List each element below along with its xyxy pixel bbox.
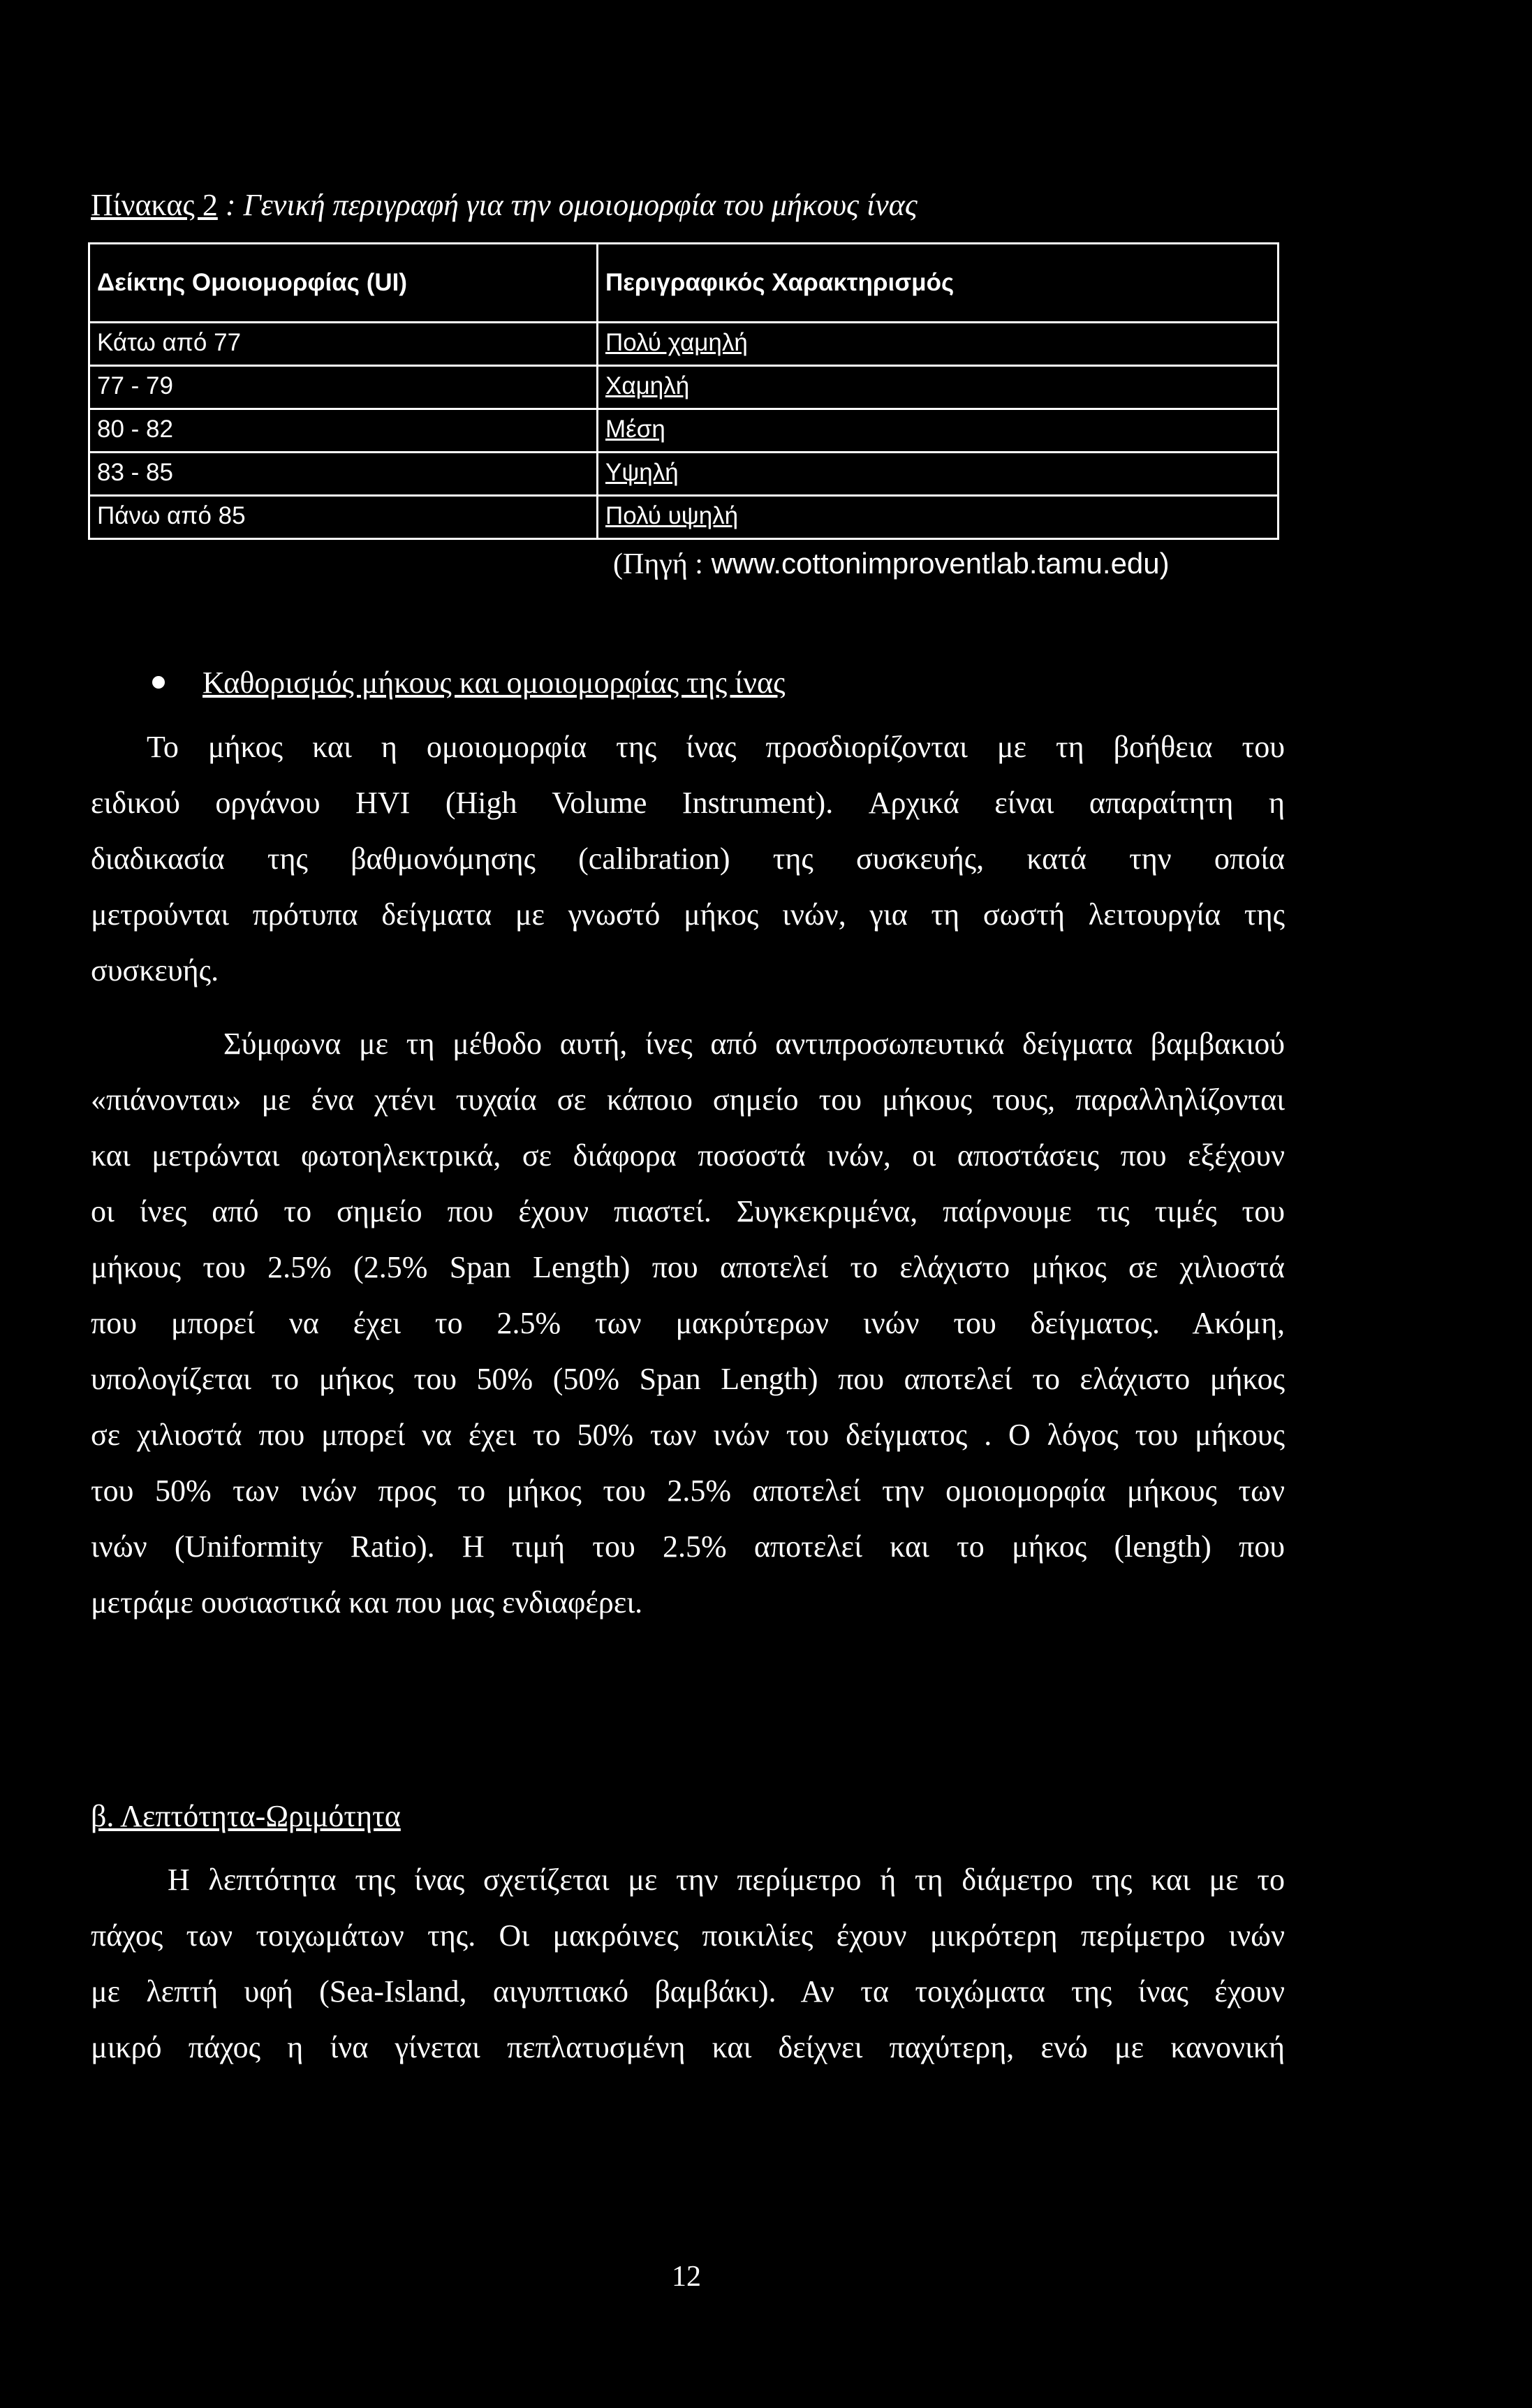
page-number: 12 bbox=[672, 2261, 701, 2293]
table-cell-description: Μέση bbox=[598, 409, 1279, 453]
source-prefix: (Πηγή : bbox=[613, 548, 703, 580]
table-cell-range: 83 - 85 bbox=[89, 453, 598, 496]
paragraph-fineness: Η λεπτότητα της ίνας σχετίζεται με την περίμετρο ή τη διάμετρο της και με το πάχος των τοιχωμάτων της. Οι μακρόινες ποικιλίες έχουν μικρότερη περίμετρο ινών με λεπτή υφή (Sea-Island, αιγυπτιακό βαμβάκι). Αν τα τοιχώματα της ίνας έχουν μικρό πάχος η ίνα γίνεται πεπλατυσμένη και δείχνει παχύτερη, ενώ με κανονική bbox=[91, 1863, 1285, 2064]
paragraph-length-intro: Το μήκος και η ομοιομορφία της ίνας προσδιορίζονται με τη βοήθεια του ειδικού οργάνου HVI (High Volume Instrument). Αρχικά είναι απαραίτητη η διαδικασία της βαθμονόμησης (calibration) της συσκευής, κατά την οποία μετρούνται πρότυπα δείγματα με γνωστό μήκος ινών, για τη σωστή λειτουργία της συσκευής. bbox=[91, 730, 1285, 988]
table-label: Πίνακας 2 bbox=[91, 188, 218, 222]
table-row bbox=[89, 453, 1279, 496]
source-url: www.cottonimproventlab.tamu.edu) bbox=[702, 547, 1170, 580]
bullet-icon bbox=[152, 676, 165, 689]
table-title: : Γενική περιγραφή για την ομοιομορφία του μήκους ίνας bbox=[217, 188, 918, 222]
table-caption bbox=[91, 187, 918, 223]
paragraph-method: Σύμφωνα με τη μέθοδο αυτή, ίνες από αντιπροσωπευτικά δείγματα βαμβακιού «πιάνονται» με ένα χτένι τυχαία σε κάποιο σημείο του μήκους τους, παραλληλίζονται και μετρώνται φωτοηλεκτρικά, σε διάφορα ποσοστά ινών, οι αποστάσεις που εξέχουν οι ίνες από το σημείο που έχουν πιαστεί. Συγκεκριμένα, παίρνουμε τις τιμές του μήκους του 2.5% (2.5% Span Length) που αποτελεί το ελάχιστο μήκος σε χιλιοστά που μπορεί να έχει το 2.5% των μακρύτερων ινών του δείγματος. Ακόμη, υπολογίζεται το μήκος του 50% (50% Span Length) που αποτελεί το ελάχιστο μήκος σε χιλιοστά που μπορεί να έχει το 50% των ινών του δείγματος . Ο λόγος του μήκους του 50% των ινών προς το μήκος του 2.5% αποτελεί την ομοιομορφία μήκους των ινών (Uniformity Ratio). Η τιμή του 2.5% αποτελεί και το μήκος (length) που μετράμε ουσιαστικά και που μας ενδιαφέρει. bbox=[91, 1027, 1285, 1620]
table-cell-description: Χαμηλή bbox=[598, 366, 1279, 409]
header-description: Περιγραφικός Χαρακτηρισμός bbox=[598, 244, 1279, 323]
table-cell-range: 77 - 79 bbox=[89, 366, 598, 409]
table-row bbox=[89, 366, 1279, 409]
table-cell-description: Υψηλή bbox=[598, 453, 1279, 496]
table-cell-range: Πάνω από 85 bbox=[89, 496, 598, 539]
uniformity-table bbox=[88, 242, 1279, 540]
table-cell-description: Πολύ υψηλή bbox=[598, 496, 1279, 539]
section-heading-fineness: β. Λεπτότητα-Ωριμότητα bbox=[91, 1799, 401, 1833]
table-source bbox=[613, 547, 1170, 581]
table-cell-range: 80 - 82 bbox=[89, 409, 598, 453]
table-cell-description: Πολύ χαμηλή bbox=[598, 323, 1279, 366]
table-header-row bbox=[89, 244, 1279, 323]
table-cell-range: Κάτω από 77 bbox=[89, 323, 598, 366]
header-uniformity-index: Δείκτης Ομοιομορφίας (UI) bbox=[89, 244, 598, 323]
table-row bbox=[89, 323, 1279, 366]
table-row bbox=[89, 409, 1279, 453]
table-row bbox=[89, 496, 1279, 539]
section-heading-length: Καθορισμός μήκους και ομοιομορφίας της ίνας bbox=[202, 666, 786, 700]
